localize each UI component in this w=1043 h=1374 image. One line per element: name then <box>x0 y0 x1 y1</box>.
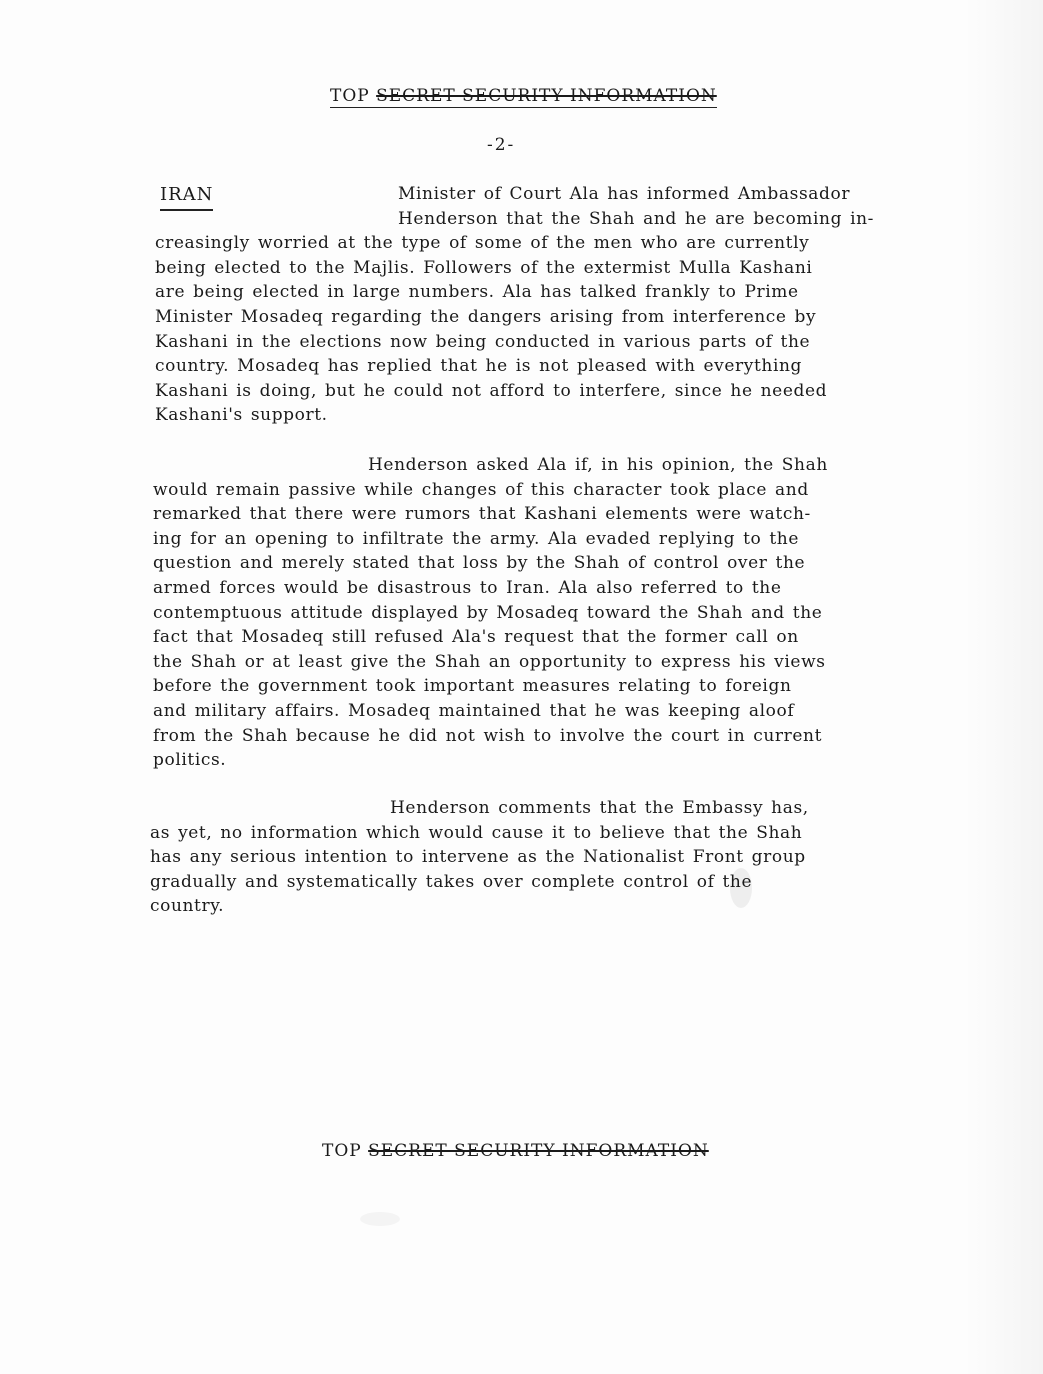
text-line: country. <box>150 896 225 917</box>
text-line: country. Mosadeq has replied that he is not pleased with everything <box>155 356 803 377</box>
text-line: creasingly worried at the type of some of the men who are currently <box>155 233 810 254</box>
text-line: Henderson asked Ala if, in his opinion, the Shah <box>368 455 828 475</box>
text-line: Kashani is doing, but he could not afford to interfere, since he needed <box>155 380 828 401</box>
text-line: before the government took important measures relating to foreign <box>153 676 792 697</box>
text-line: gradually and systematically takes over complete control of the <box>150 871 753 892</box>
text-line: Minister of Court Ala has informed Ambassador <box>398 184 851 204</box>
paragraph-3 <box>150 796 809 919</box>
scan-edge-shadow <box>963 0 1043 1374</box>
text-line: being elected to the Majlis. Followers of the extermist Mulla Kashani <box>155 257 813 278</box>
text-line: and military affairs. Mosadeq maintained that he was keeping aloof <box>153 700 795 721</box>
text-line: contemptuous attitude displayed by Mosadeq toward the Shah and the <box>153 602 823 623</box>
text-line: fact that Mosadeq still refused Ala's request that the former call on <box>153 627 799 648</box>
text-line: would remain passive while changes of this character took place and <box>153 479 809 500</box>
classification-header <box>330 86 717 108</box>
text-line: armed forces would be disastrous to Iran. Ala also referred to the <box>153 577 782 598</box>
scan-smudge <box>360 1212 400 1226</box>
text-line: Henderson comments that the Embassy has, <box>390 798 809 818</box>
country-heading: IRAN <box>160 184 214 205</box>
text-line: Henderson that the Shah and he are becoming in- <box>398 208 875 229</box>
classification-plain: TOP <box>330 86 370 106</box>
text-line: politics. <box>153 750 227 771</box>
text-line: Kashani in the elections now being conducted in various parts of the <box>155 331 811 352</box>
text-line: remarked that there were rumors that Kashani elements were watch- <box>153 504 811 525</box>
text-line: as yet, no information which would cause it to believe that the Shah <box>150 822 803 843</box>
paragraph-1 <box>155 182 874 428</box>
page-number: -2- <box>487 135 516 155</box>
text-line: question and merely stated that loss by the Shah of control over the <box>153 553 806 574</box>
classification-struck: SECRET SECURITY INFORMATION <box>368 1141 709 1161</box>
text-line: the Shah or at least give the Shah an opportunity to express his views <box>153 651 826 672</box>
classification-plain: TOP <box>322 1141 362 1161</box>
text-line: Minister Mosadeq regarding the dangers arising from interference by <box>155 306 817 327</box>
text-line: Kashani's support. <box>155 405 328 426</box>
classification-struck: SECRET SECURITY INFORMATION <box>376 86 717 106</box>
text-line: from the Shah because he did not wish to involve the court in current <box>153 725 823 746</box>
paragraph-2 <box>153 453 828 773</box>
text-line: has any serious intention to intervene as the Nationalist Front group <box>150 847 806 868</box>
classification-footer <box>322 1141 709 1161</box>
text-line: ing for an opening to infiltrate the army. Ala evaded replying to the <box>153 528 799 549</box>
text-line: are being elected in large numbers. Ala has talked frankly to Prime <box>155 282 799 303</box>
